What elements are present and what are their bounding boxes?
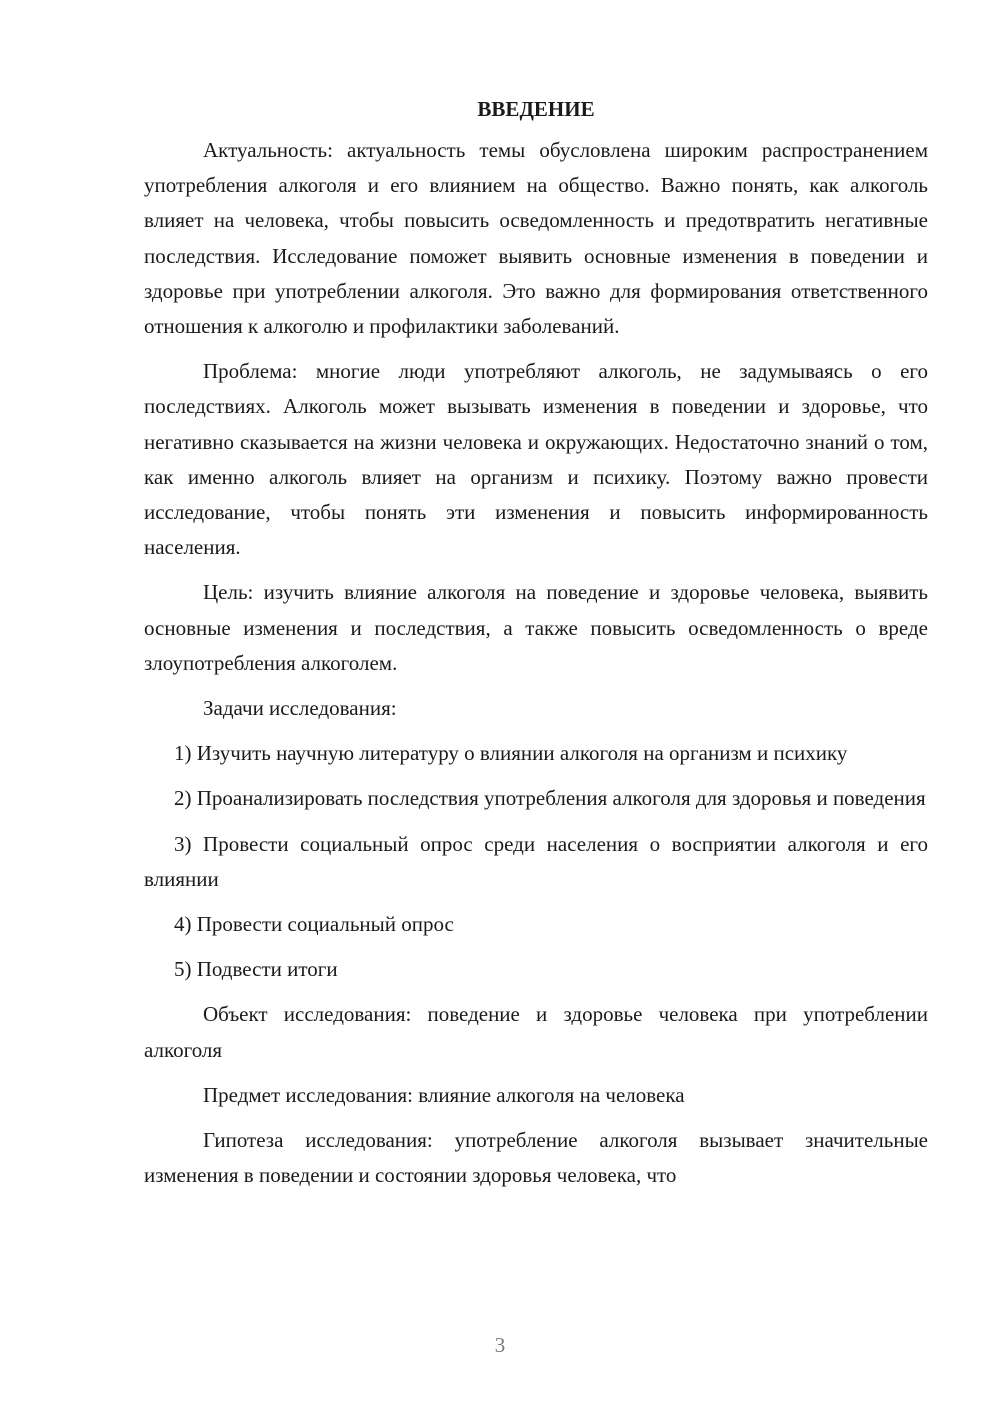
task-item-3: 3) Провести социальный опрос среди населения о восприятии алкоголя и его влиянии	[144, 831, 928, 891]
task-item-1: 1) Изучить научную литературу о влиянии алкоголя на организм и психику	[174, 741, 848, 766]
task-item-4: 4) Провести социальный опрос	[174, 912, 454, 937]
page-number: 3	[494, 1333, 506, 1357]
section-title: ВВЕДЕНИЕ	[477, 97, 595, 121]
paragraph-relevance: Актуальность: актуальность темы обусловлена широким распространением употребления алкоголя и его влиянием на общество. Важно понять, как алкоголь влияет на человека, чтобы повысить осведомленность и предотвратить негативные последствия. Исследование поможет выявить основные изменения в поведении и здоровье при употреблении алкоголя. Это важно для формирования ответственного отношения к алкоголю и профилактики заболеваний.	[144, 138, 928, 339]
paragraph-subject: Предмет исследования: влияние алкоголя на человека	[203, 1082, 685, 1107]
task-item-5: 5) Подвести итоги	[174, 957, 338, 982]
paragraph-goal: Цель: изучить влияние алкоголя на поведение и здоровье человека, выявить основные изменения и последствия, а также повысить осведомленность о вреде злоупотребления алкоголем.	[144, 580, 928, 675]
task-item-2: 2) Проанализировать последствия употребления алкоголя для здоровья и поведения	[174, 786, 926, 811]
tasks-heading: Задачи исследования:	[203, 696, 397, 721]
paragraph-problem: Проблема: многие люди употребляют алкоголь, не задумываясь о его последствиях. Алкоголь может вызывать изменения в поведении и здоровье, что негативно сказывается на жизни человека и окружающих. Недостаточно знаний о том, как именно алкоголь влияет на организм и психику. Поэтому важно провести исследование, чтобы понять эти изменения и повысить информированность населения.	[144, 359, 928, 560]
paragraph-hypothesis: Гипотеза исследования: употребление алкоголя вызывает значительные изменения в поведении и состоянии здоровья человека, что	[144, 1128, 928, 1188]
document-body	[144, 92, 928, 1203]
paragraph-object: Объект исследования: поведение и здоровье человека при употреблении алкоголя	[144, 1002, 928, 1062]
